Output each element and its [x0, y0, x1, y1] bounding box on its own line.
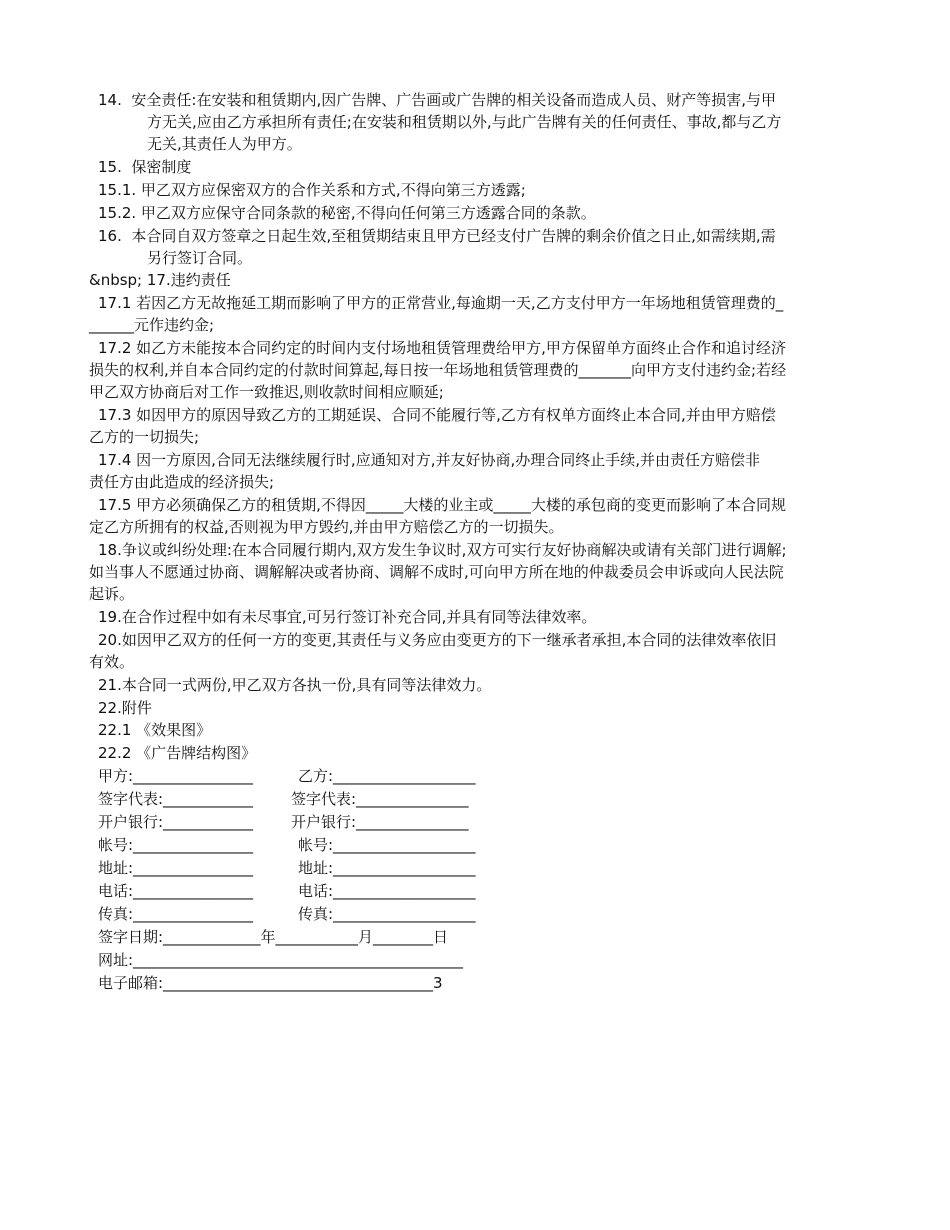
clause-20-line-2: 有效。 [89, 653, 135, 671]
party-b-bank-field: 开户银行:_______________ [291, 813, 469, 831]
clause-17-1-line-1: 17.1 若因乙方无故拖延工期而影响了甲方的正常营业,每逾期一天,乙方支付甲方一年场地租赁管理费的_ [98, 294, 784, 312]
clause-22-2: 22.2 《广告牌结构图》 [98, 744, 257, 762]
email-field: 电子邮箱:____________________________________3 [98, 974, 443, 992]
clause-15-1: 15.1. 甲乙双方应保密双方的合作关系和方式,不得向第三方透露; [98, 181, 526, 199]
clause-21: 21.本合同一式两份,甲乙双方各执一份,具有同等法律效力。 [98, 676, 492, 694]
clause-22-1: 22.1 《效果图》 [98, 721, 212, 739]
clause-17-5-line-1: 17.5 甲方必须确保乙方的租赁期,不得因_____大楼的业主或_____大楼的承包商的变更而影响了本合同规 [98, 496, 786, 514]
clause-17-2-line-1: 17.2 如乙方未能按本合同约定的时间内支付场地租赁管理费给甲方,甲方保留单方面终止合作和追讨经济 [98, 339, 786, 357]
party-b-phone-field: 电话:___________________ [298, 882, 476, 900]
party-b-representative-field: 签字代表:_______________ [291, 790, 469, 808]
party-a-bank-field: 开户银行:____________ [98, 813, 254, 831]
signing-date-field: 签字日期:_____________年___________月________日 [98, 928, 449, 946]
party-b-address-field: 地址:___________________ [298, 859, 476, 877]
clause-18-line-2: 如当事人不愿通过协商、调解解决或者协商、调解不成时,可向甲方所在地的仲裁委员会申诉或向人民法院 [89, 563, 784, 581]
clause-17-2-line-3: 甲乙双方协商后对工作一致推迟,则收款时间相应顺延; [89, 383, 444, 401]
party-a-representative-field: 签字代表:____________ [98, 790, 254, 808]
clause-14-line-3: 无关,其责任人为甲方。 [147, 135, 302, 153]
clause-16-line-1: 16. 本合同自双方签章之日起生效,至租赁期结束且甲方已经支付广告牌的剩余价值之日止,如需续期,需 [98, 227, 776, 245]
clause-16-line-2: 另行签订合同。 [147, 249, 253, 267]
clause-17-3-line-2: 乙方的一切损失; [89, 428, 200, 446]
party-a-name-field: 甲方:________________ [98, 767, 254, 785]
clause-17-heading: &nbsp; 17.违约责任 [89, 271, 231, 289]
clause-17-4-line-1: 17.4 因一方原因,合同无法继续履行时,应通知对方,并友好协商,办理合同终止手续,并由责任方赔偿非 [98, 451, 761, 469]
party-a-phone-field: 电话:________________ [98, 882, 254, 900]
clause-15-heading: 15. 保密制度 [98, 158, 192, 176]
clause-22-heading: 22.附件 [98, 699, 152, 717]
party-b-name-field: 乙方:___________________ [298, 767, 476, 785]
clause-15-2: 15.2. 甲乙双方应保守合同条款的秘密,不得向任何第三方透露合同的条款。 [98, 204, 596, 222]
clause-14-line-1: 14. 安全责任:在安装和租赁期内,因广告牌、广告画或广告牌的相关设备而造成人员、财产等损害,与甲 [98, 91, 776, 109]
clause-17-4-line-2: 责任方由此造成的经济损失; [89, 473, 275, 491]
clause-17-1-line-2: ______元作违约金; [89, 316, 215, 334]
party-a-address-field: 地址:________________ [98, 859, 254, 877]
clause-19: 19.在合作过程中如有未尽事宜,可另行签订补充合同,并具有同等法律效率。 [98, 608, 597, 626]
website-field: 网址:____________________________________________ [98, 951, 464, 969]
clause-17-2-line-2: 损失的权利,并自本合同约定的付款时间算起,每日按一年场地租赁管理费的_______向甲方支付违约金;若经 [89, 361, 787, 379]
clause-17-3-line-1: 17.3 如因甲方的原因导致乙方的工期延误、合同不能履行等,乙方有权单方面终止本合同,并由甲方赔偿 [98, 406, 776, 424]
party-b-account-field: 帐号:___________________ [298, 836, 476, 854]
clause-18-line-1: 18.争议或纠纷处理:在本合同履行期内,双方发生争议时,双方可实行友好协商解决或请有关部门进行调解; [98, 541, 787, 559]
party-b-fax-field: 传真:___________________ [298, 905, 476, 923]
clause-14-line-2: 方无关,应由乙方承担所有责任;在安装和租赁期以外,与此广告牌有关的任何责任、事故,都与乙方 [147, 113, 782, 131]
clause-17-5-line-2: 定乙方所拥有的权益,否则视为甲方毁约,并由甲方赔偿乙方的一切损失。 [89, 518, 564, 536]
clause-20-line-1: 20.如因甲乙双方的任何一方的变更,其责任与义务应由变更方的下一继承者承担,本合同的法律效率依旧 [98, 631, 777, 649]
party-a-account-field: 帐号:________________ [98, 836, 254, 854]
party-a-fax-field: 传真:________________ [98, 905, 254, 923]
clause-18-line-3: 起诉。 [89, 585, 135, 603]
